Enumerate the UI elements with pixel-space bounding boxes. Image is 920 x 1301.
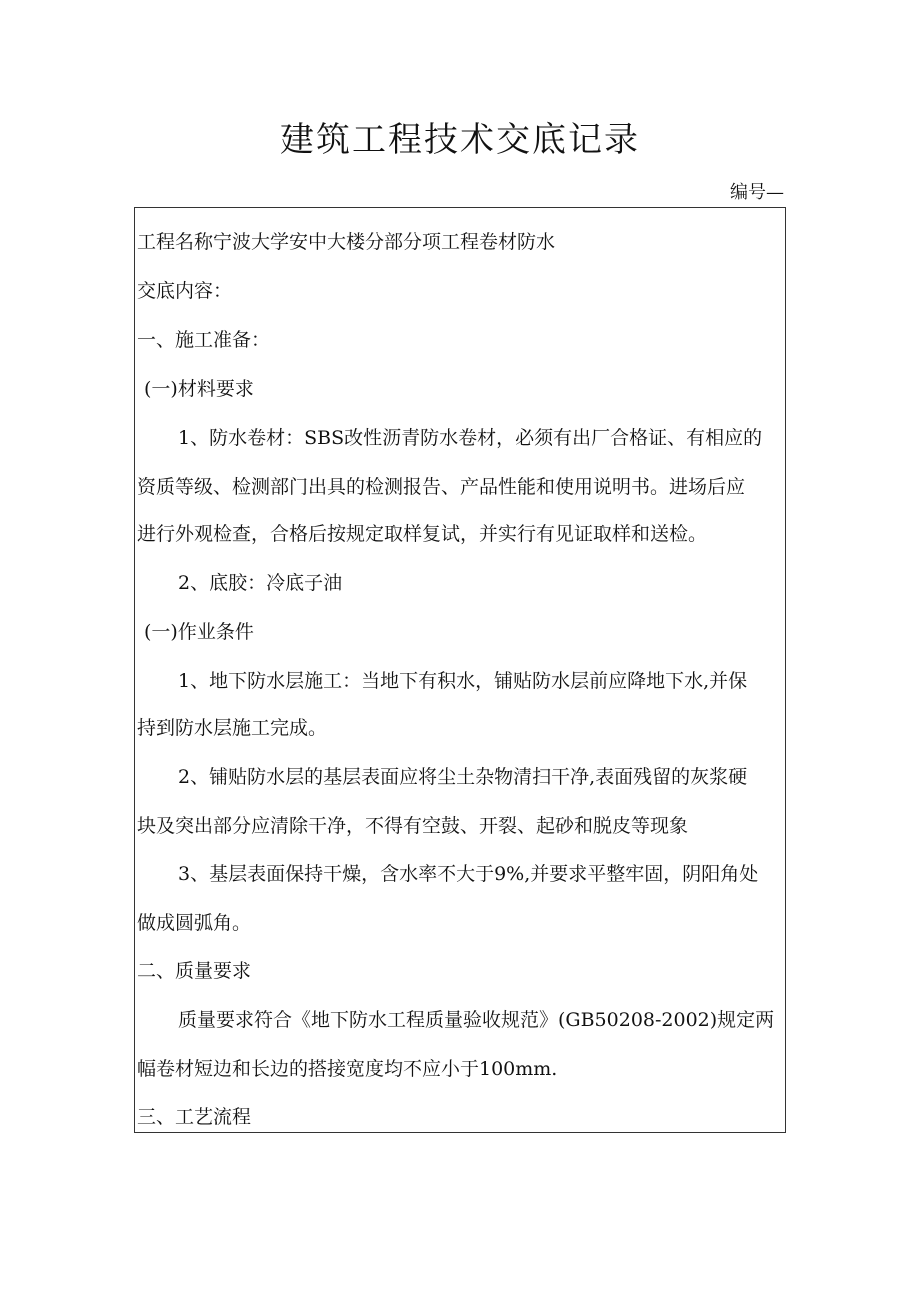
subsection-heading-materials: (一)材料要求: [144, 378, 254, 400]
paragraph-line: 1、地下防水层施工：当地下有积水，铺贴防水层前应降地下水,并保: [178, 670, 748, 692]
paragraph-line: 幅卷材短边和长边的搭接宽度均不应小于100mm.: [137, 1058, 558, 1080]
paragraph-line: 资质等级、检测部门出具的检测报告、产品性能和使用说明书。进场后应: [137, 476, 746, 498]
paragraph-line: 2、底胶：冷底子油: [178, 572, 343, 594]
document-number-label: 编号—: [730, 182, 784, 203]
paragraph-line: 持到防水层施工完成。: [137, 717, 328, 739]
section-heading-quality: 二、质量要求: [137, 960, 252, 982]
section-heading-process: 三、工艺流程: [137, 1106, 252, 1128]
paragraph-line: 进行外观检查，合格后按规定取样复试，并实行有见证取样和送检。: [137, 523, 708, 545]
paragraph-line: 1、防水卷材：SBS改性沥青防水卷材，必须有出厂合格证、有相应的: [178, 427, 763, 449]
section-heading-preparation: 一、施工准备：: [137, 329, 271, 351]
paragraph-line: 2、铺贴防水层的基层表面应将尘土杂物清扫干净,表面残留的灰浆硬: [178, 766, 748, 788]
paragraph-line: 3、基层表面保持干燥，含水率不大于9%,并要求平整牢固，阴阳角处: [178, 863, 759, 885]
page-title: 建筑工程技术交底记录: [280, 120, 640, 160]
disclosure-content-label: 交底内容：: [137, 280, 233, 302]
project-name-line: 工程名称宁波大学安中大楼分部分项工程卷材防水: [137, 231, 556, 253]
paragraph-line: 做成圆弧角。: [137, 912, 252, 934]
paragraph-line: 块及突出部分应清除干净，不得有空鼓、开裂、起砂和脱皮等现象: [137, 815, 689, 837]
subsection-heading-conditions: (一)作业条件: [144, 621, 254, 643]
paragraph-line: 质量要求符合《地下防水工程质量验收规范》(GB50208-2002)规定两: [178, 1009, 775, 1031]
